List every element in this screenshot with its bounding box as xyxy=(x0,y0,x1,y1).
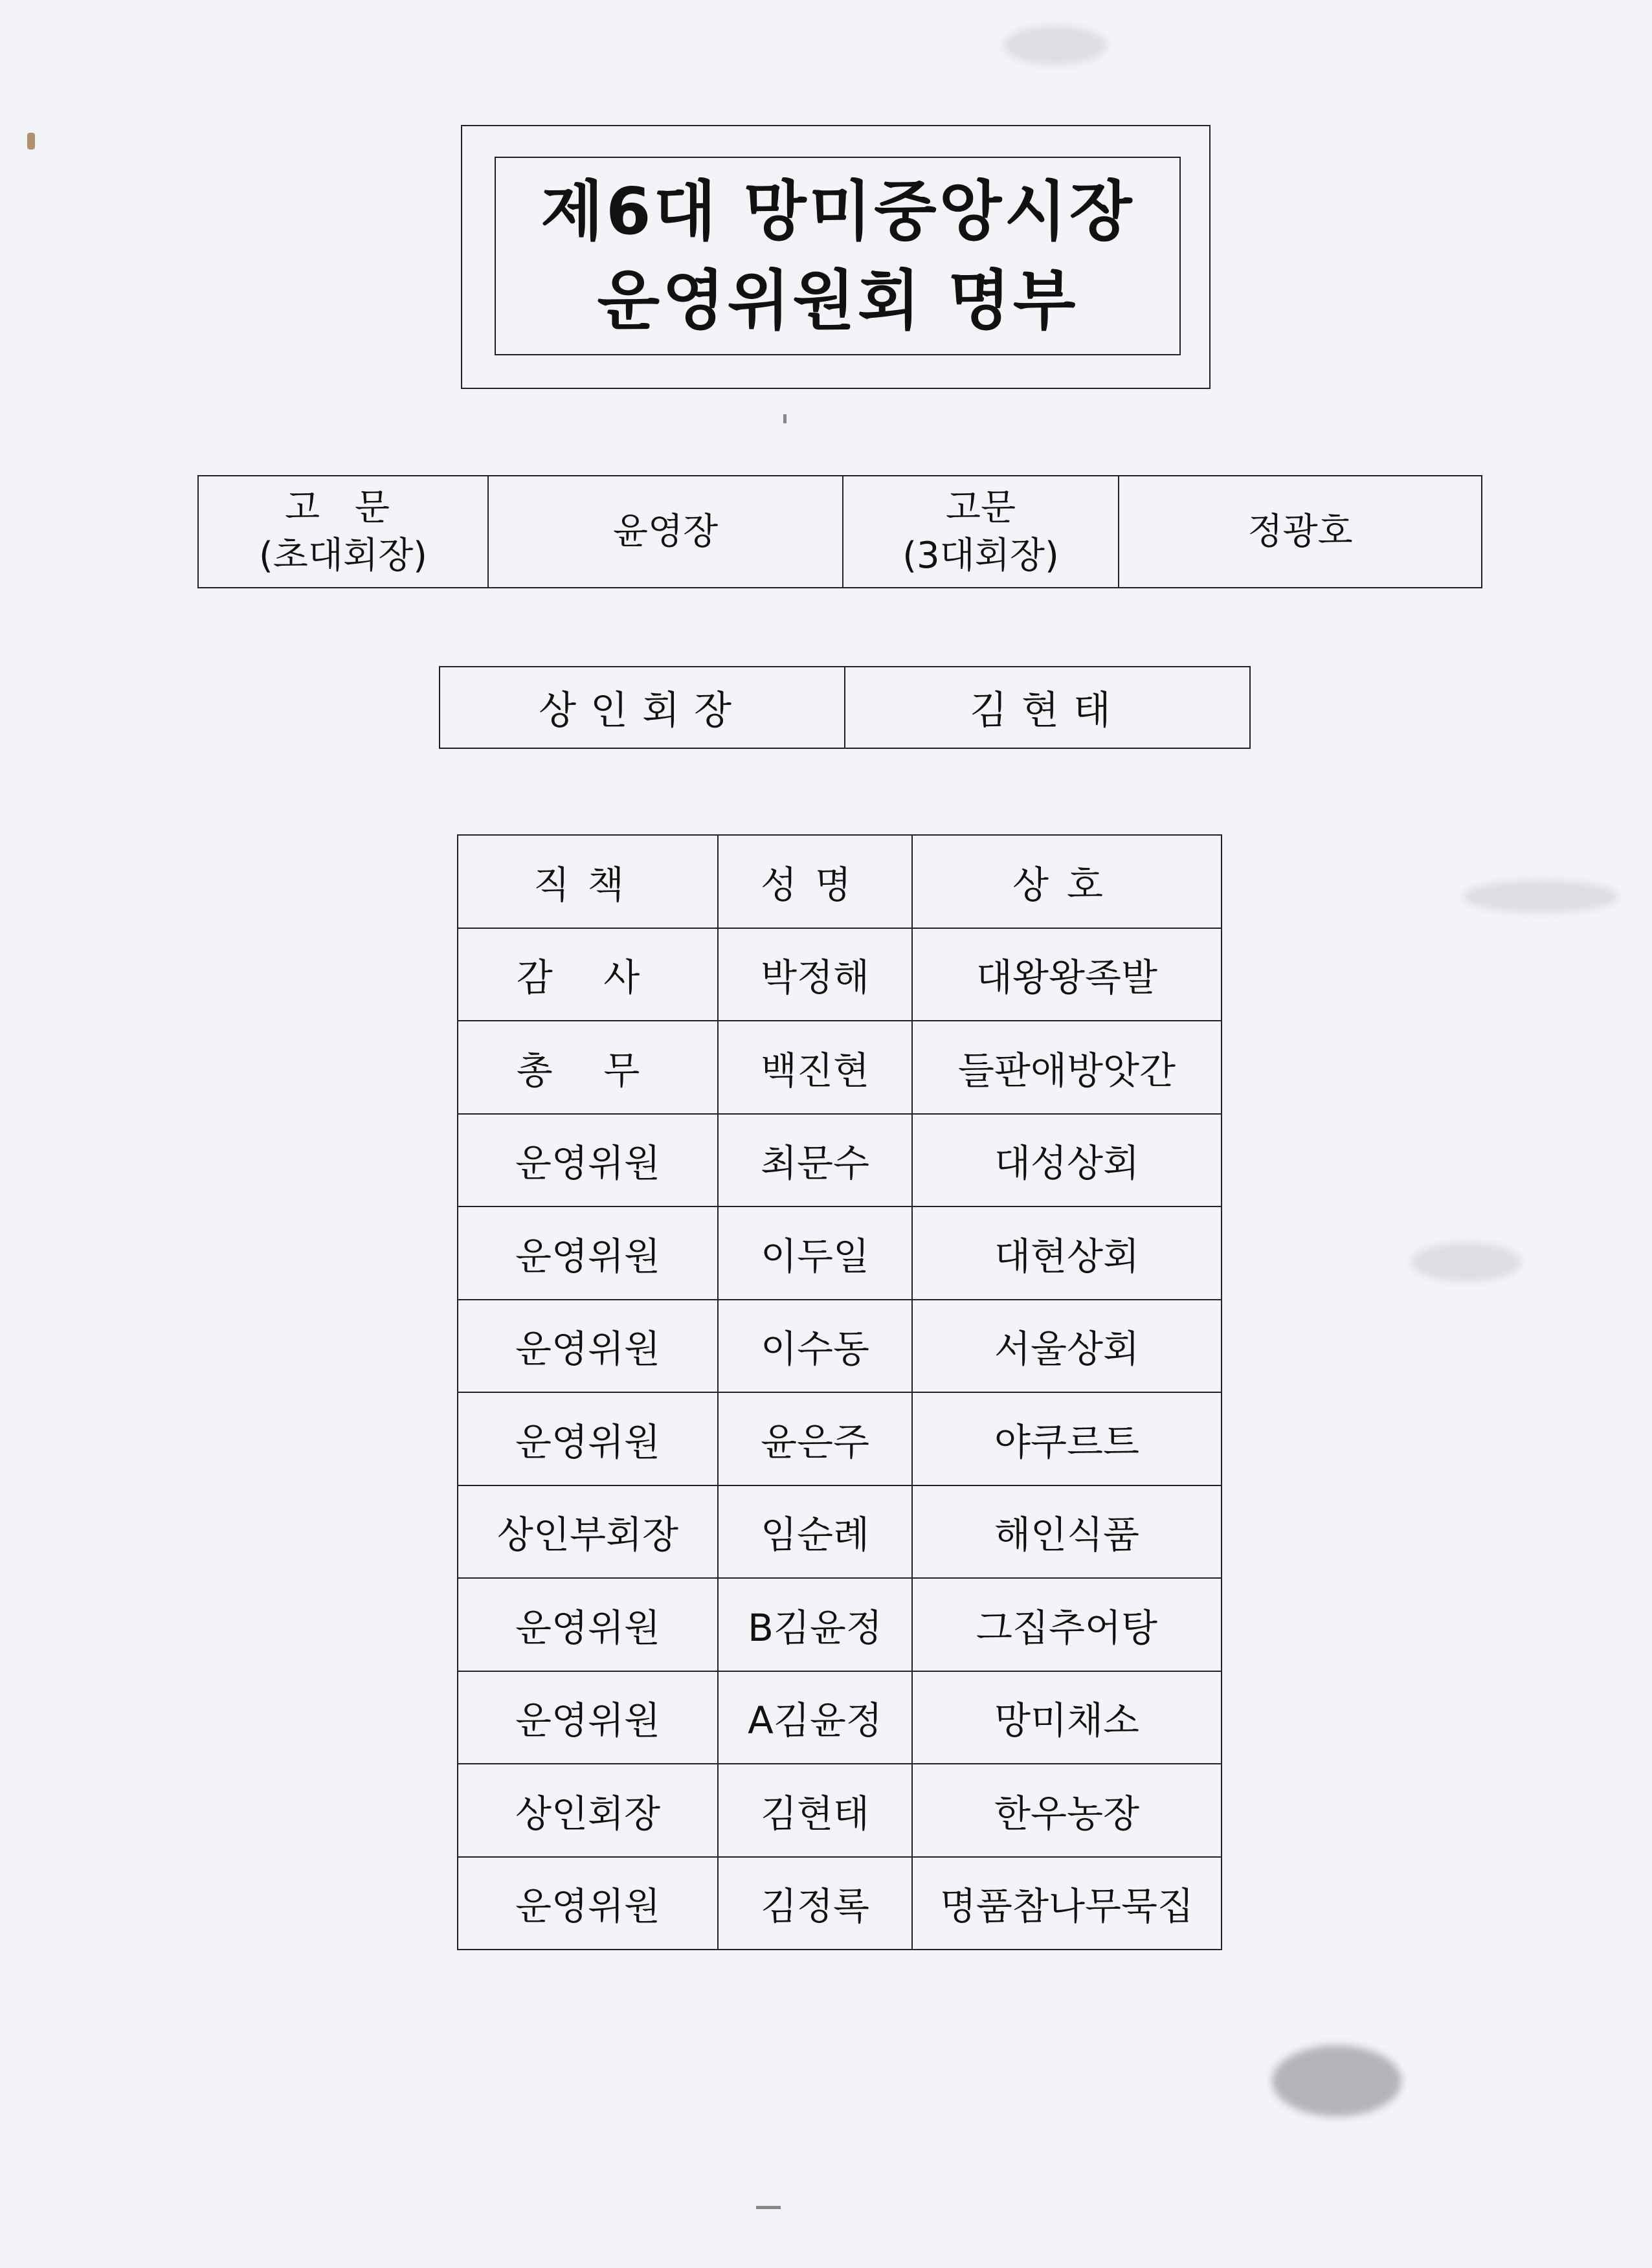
advisor-role-note: (3대회장) xyxy=(902,534,1059,577)
table-row xyxy=(458,1392,1222,1485)
table-row xyxy=(458,1114,1222,1207)
document-title-line-2: 운영위원회 명부 xyxy=(597,262,1078,339)
advisor-role-title: 고문 xyxy=(945,486,1016,529)
business-cell: 해인식품 xyxy=(912,1485,1222,1579)
business-cell: 한우농장 xyxy=(912,1764,1222,1857)
position-cell: 운영위원 xyxy=(458,1206,718,1300)
advisor-role-cell xyxy=(843,476,1119,588)
name-cell: 김정록 xyxy=(718,1857,912,1950)
paper-fleck xyxy=(27,133,35,150)
ink-smudge xyxy=(1272,2045,1401,2117)
name-cell: 최문수 xyxy=(718,1114,912,1207)
roster-table xyxy=(457,834,1222,1950)
table-row xyxy=(458,1485,1222,1579)
column-header-position: 직책 xyxy=(458,835,718,928)
advisor-role-title: 고 문 xyxy=(285,486,401,529)
name-cell: 김현태 xyxy=(718,1764,912,1857)
paper-fleck xyxy=(756,2206,781,2209)
president-row xyxy=(440,667,1250,748)
title-box xyxy=(495,157,1181,355)
name-cell: 임순례 xyxy=(718,1485,912,1579)
position-cell: 운영위원 xyxy=(458,1392,718,1485)
name-cell: 이두일 xyxy=(718,1206,912,1300)
business-cell: 대왕왕족발 xyxy=(912,928,1222,1021)
advisors-row xyxy=(198,476,1482,588)
president-label-cell: 상인회장 xyxy=(440,667,845,748)
position-cell: 운영위원 xyxy=(458,1671,718,1764)
name-cell: 이수동 xyxy=(718,1300,912,1393)
table-row xyxy=(458,1857,1222,1950)
business-cell: 명품참나무묵집 xyxy=(912,1857,1222,1950)
advisors-table xyxy=(197,475,1482,588)
position-cell: 운영위원 xyxy=(458,1857,718,1950)
table-row xyxy=(458,928,1222,1021)
business-cell: 야쿠르트 xyxy=(912,1392,1222,1485)
name-cell: 박정해 xyxy=(718,928,912,1021)
business-cell: 들판애방앗간 xyxy=(912,1021,1222,1114)
name-cell: B김윤정 xyxy=(718,1578,912,1671)
advisor-name-cell: 정광호 xyxy=(1119,476,1482,588)
name-cell: 윤은주 xyxy=(718,1392,912,1485)
table-row xyxy=(458,1578,1222,1671)
business-cell: 망미채소 xyxy=(912,1671,1222,1764)
table-row xyxy=(458,1671,1222,1764)
advisor-role-note: (초대회장) xyxy=(258,534,428,577)
position-cell: 운영위원 xyxy=(458,1578,718,1671)
column-header-name: 성명 xyxy=(718,835,912,928)
roster-header-row xyxy=(458,835,1222,928)
table-row xyxy=(458,1300,1222,1393)
position-cell: 운영위원 xyxy=(458,1114,718,1207)
name-cell: A김윤정 xyxy=(718,1671,912,1764)
business-cell: 서울상회 xyxy=(912,1300,1222,1393)
table-row xyxy=(458,1206,1222,1300)
position-cell: 총 무 xyxy=(458,1021,718,1114)
position-cell: 운영위원 xyxy=(458,1300,718,1393)
position-cell: 상인회장 xyxy=(458,1764,718,1857)
column-header-business: 상호 xyxy=(912,835,1222,928)
president-table xyxy=(439,666,1251,749)
table-row xyxy=(458,1764,1222,1857)
business-cell: 대현상회 xyxy=(912,1206,1222,1300)
advisor-role-cell xyxy=(198,476,488,588)
president-name-cell: 김현태 xyxy=(845,667,1250,748)
position-cell: 감 사 xyxy=(458,928,718,1021)
document-title-line-1: 제6대 망미중앙시장 xyxy=(541,173,1135,249)
business-cell: 대성상회 xyxy=(912,1114,1222,1207)
paper-smudge xyxy=(1003,26,1107,65)
table-row xyxy=(458,1021,1222,1114)
name-cell: 백진현 xyxy=(718,1021,912,1114)
business-cell: 그집추어탕 xyxy=(912,1578,1222,1671)
paper-smudge xyxy=(1411,1243,1521,1282)
paper-smudge xyxy=(1463,880,1618,913)
advisor-name-cell: 윤영장 xyxy=(488,476,843,588)
position-cell: 상인부회장 xyxy=(458,1485,718,1579)
paper-fleck xyxy=(783,414,787,423)
